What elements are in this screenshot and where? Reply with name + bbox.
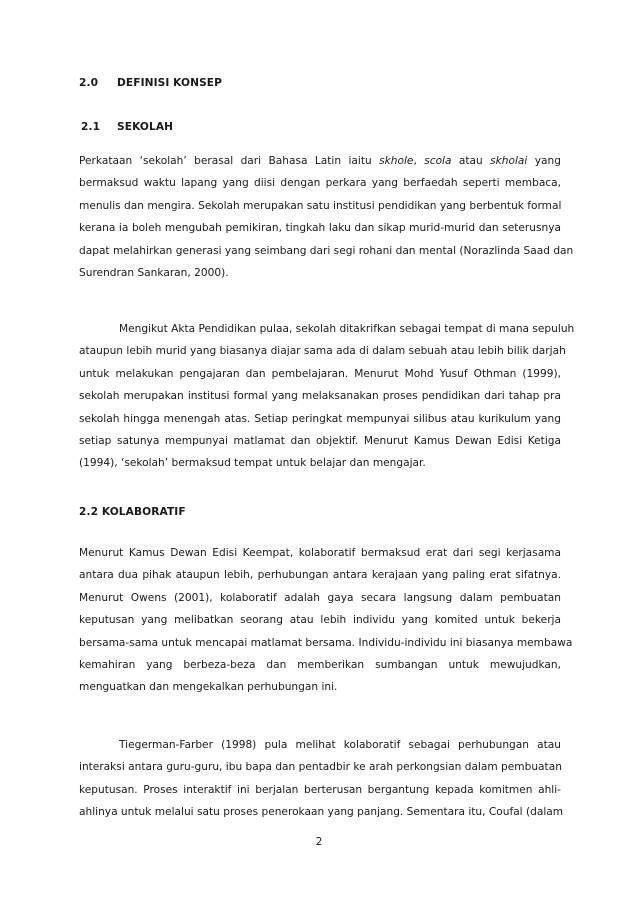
term-skhole: skhole xyxy=(379,155,414,167)
text-line: interaksi antara guru-guru, ibu bapa dan pentadbir ke arah perkongsian dalam pembuatan xyxy=(79,761,562,774)
paragraph-kolaboratif-definition xyxy=(79,542,573,699)
text-line: menguatkan dan mengekalkan perhubungan ini. xyxy=(79,681,338,694)
text-line: antara dua pihak ataupun lebih, perhubungan antara kerajaan yang paling erat sifatnya. xyxy=(79,569,561,582)
paragraph-tiegerman-farber xyxy=(79,734,564,824)
text-line: keputusan. Proses interaktif ini berjalan berterusan bergantung kepada komitmen ahli- xyxy=(79,783,561,796)
text-line: keputusan yang melibatkan seorang atau lebih individu yang komited untuk bekerja xyxy=(79,614,561,627)
text-line: bermaksud waktu lapang yang diisi dengan perkara yang berfaedah seperti membaca, xyxy=(79,177,561,190)
text-line: Mengikut Akta Pendidikan pulaa, sekolah ditakrifkan sebagai tempat di mana sepuluh xyxy=(119,323,575,335)
text-line: kemahiran yang berbeza-beza dan memberikan sumbangan untuk mewujudkan, xyxy=(79,658,561,671)
text-line: (1994), ‘sekolah’ bermaksud tempat untuk belajar dan mengajar. xyxy=(79,457,426,470)
heading-definisi-konsep xyxy=(79,77,222,89)
term-skholai: skholai xyxy=(490,155,528,167)
heading-sekolah xyxy=(79,121,173,133)
text-line: Surendran Sankaran, 2000). xyxy=(79,266,229,279)
text-line: dapat melahirkan generasi yang seimbang dari segi rohani dan mental (Norazlinda Saad dan xyxy=(79,244,574,257)
text-line: ataupun lebih murid yang biasanya diajar sama ada di dalam sebuah atau lebih bilik darjah xyxy=(79,345,566,358)
paragraph-akta-pendidikan xyxy=(79,318,575,475)
text-line: Tiegerman-Farber (1998) pula melihat kolaboratif sebagai perhubungan atau xyxy=(119,739,561,751)
text-line: menulis dan mengira. Sekolah merupakan satu institusi pendidikan yang berbentuk formal xyxy=(79,199,562,212)
text-line: kerana ia boleh mengubah pemikiran, tingkah laku dan sikap murid-murid dan seterusnya xyxy=(79,222,561,235)
text-line: setiap satunya mempunyai matlamat dan objektif. Menurut Kamus Dewan Edisi Ketiga xyxy=(79,434,561,447)
heading-title: DEFINISI KONSEP xyxy=(117,77,223,89)
heading-title: 2.2 KOLABORATIF xyxy=(79,506,186,518)
text-line: untuk melakukan pengajaran dan pembelajaran. Menurut Mohd Yusuf Othman (1999), xyxy=(79,367,561,380)
text-line: Perkataan ‘sekolah’ berasal dari Bahasa Latin iaitu skhole, scola atau skholai yang xyxy=(79,155,561,167)
text-line: bersama-sama untuk mencapai matlamat bersama. Individu-individu ini biasanya membawa xyxy=(79,636,573,649)
heading-kolaboratif xyxy=(79,506,186,518)
page-number: 2 xyxy=(315,836,323,848)
text-line: ahlinya untuk melalui satu proses penerokaan yang panjang. Sementara itu, Coufal (dalam xyxy=(79,806,564,819)
heading-number: 2.0 xyxy=(79,77,99,89)
paragraph-sekolah-definition xyxy=(79,150,574,284)
text-line: Menurut Owens (2001), kolaboratif adalah gaya secara langsung dalam pembuatan xyxy=(79,591,561,604)
heading-number: 2.1 xyxy=(81,121,101,133)
text-line: Menurut Kamus Dewan Edisi Keempat, kolaboratif bermaksud erat dari segi kerjasama xyxy=(79,547,561,559)
heading-title: SEKOLAH xyxy=(117,121,174,133)
text-line: sekolah merupakan institusi formal yang melaksanakan proses pendidikan dari tahap pra xyxy=(79,390,561,403)
text-line: sekolah hingga menengah atas. Setiap peringkat mempunyai silibus atau kurikulum yang xyxy=(79,412,561,425)
term-scola: scola xyxy=(424,155,452,167)
